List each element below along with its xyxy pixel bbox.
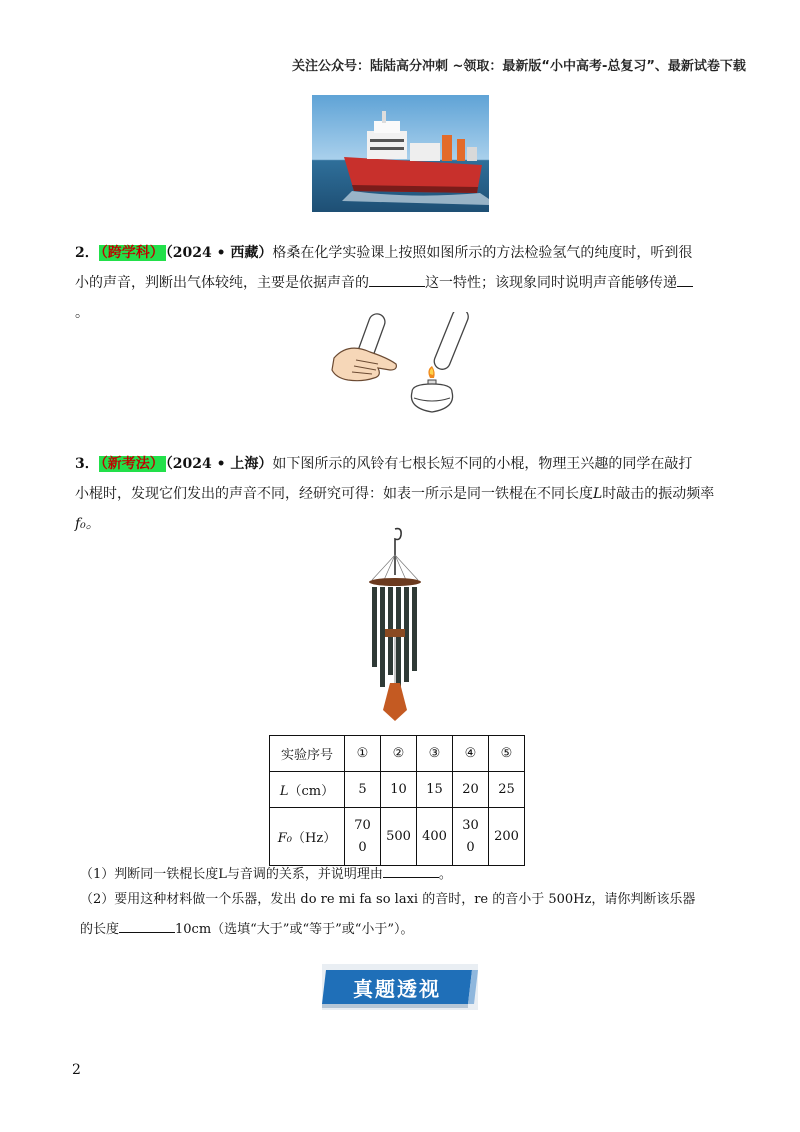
variable-f0: f₀。 [75, 516, 100, 532]
question-text: 小的声音，判断出气体较纯，主要是依据声音的 [75, 275, 369, 291]
question-text: 时敲击的振动频率 [602, 486, 715, 502]
table-row [270, 736, 525, 772]
table-cell: 5 [345, 772, 381, 808]
table-cell: 70 0 [345, 808, 381, 866]
variable-L: L [279, 784, 289, 799]
answer-blank[interactable] [369, 272, 425, 287]
question-number: 3． [75, 456, 99, 472]
question-text: 。 [438, 867, 452, 882]
table-header-cell: ④ [453, 736, 489, 772]
table-cell: 500 [381, 808, 417, 866]
variable-L: L [593, 486, 603, 502]
table-header-cell: ① [345, 736, 381, 772]
table-header-cell: ③ [417, 736, 453, 772]
question-2-line1 [75, 238, 730, 268]
table-row [270, 772, 525, 808]
question-text: 的长度 [80, 922, 120, 937]
question-number: 2． [75, 245, 99, 261]
table-cell: 10 [381, 772, 417, 808]
banner-title: 真题透视 [353, 977, 441, 1001]
table-row-label [270, 772, 345, 808]
answer-blank[interactable] [119, 918, 175, 933]
tag-cross-subject: （跨学科） [100, 245, 164, 261]
answer-blank[interactable] [383, 863, 439, 878]
question-text: 。 [75, 305, 89, 321]
page-number: 2 [72, 1062, 81, 1078]
table-cell: 400 [417, 808, 453, 866]
question-2-line2 [75, 268, 730, 298]
sub-question-2 [80, 885, 740, 945]
question-text: （1）判断同一铁棍长度L与音调的关系，并说明理由 [80, 867, 383, 882]
table-cell: 15 [417, 772, 453, 808]
table-row [270, 808, 525, 866]
question-text: 小棍时，发现它们发出的声音不同，经研究可得：如表一所示是同一铁棍在不同长度 [75, 486, 593, 502]
table-cell: 25 [489, 772, 525, 808]
page-header: 关注公众号：陆陆高分冲刺 ~领取：最新版“小中高考-总复习”、最新试卷下载 [292, 59, 746, 74]
section-banner [322, 964, 478, 1010]
question-3-line1 [75, 449, 730, 479]
question-text: 10cm（选填“大于”或“等于”或“小于”）。 [175, 922, 414, 937]
wind-chime-illustration [360, 525, 430, 730]
table-cell: 200 [489, 808, 525, 866]
table-cell: 30 0 [453, 808, 489, 866]
question-source: （2024 • 西藏） [165, 245, 273, 261]
table-header-cell: 实验序号 [270, 736, 345, 772]
frequency-table [269, 735, 525, 866]
table-header-cell: ② [381, 736, 417, 772]
frequency-table-wrapper [269, 735, 525, 866]
question-text: （2）要用这种材料做一个乐器，发出 do re mi fa so laxi 的音时，re 的音小于 500Hz，请你判断该乐器 [80, 892, 696, 907]
answer-blank[interactable] [677, 272, 693, 287]
table-cell: 20 [453, 772, 489, 808]
question-source: （2024 • 上海） [165, 456, 273, 472]
ship-photo [312, 95, 489, 212]
tag-new-method: （新考法） [100, 456, 164, 472]
question-text: 如下图所示的风铃有七根长短不同的小棍，物理王兴趣的同学在敲打 [272, 456, 693, 472]
variable-F0: F₀ [277, 831, 293, 846]
unit-label: （Hz） [292, 831, 337, 846]
table-row-label [270, 808, 345, 866]
question-text: 格桑在化学实验课上按照如图所示的方法检验氢气的纯度时，听到很 [272, 245, 693, 261]
hydrogen-test-illustration [326, 312, 476, 424]
table-header-cell: ⑤ [489, 736, 525, 772]
sub-question-2-line2 [80, 915, 740, 945]
unit-label: （cm） [288, 784, 335, 799]
question-text: 这一特性；该现象同时说明声音能够传递 [425, 275, 677, 291]
question-3-line2 [75, 479, 730, 509]
